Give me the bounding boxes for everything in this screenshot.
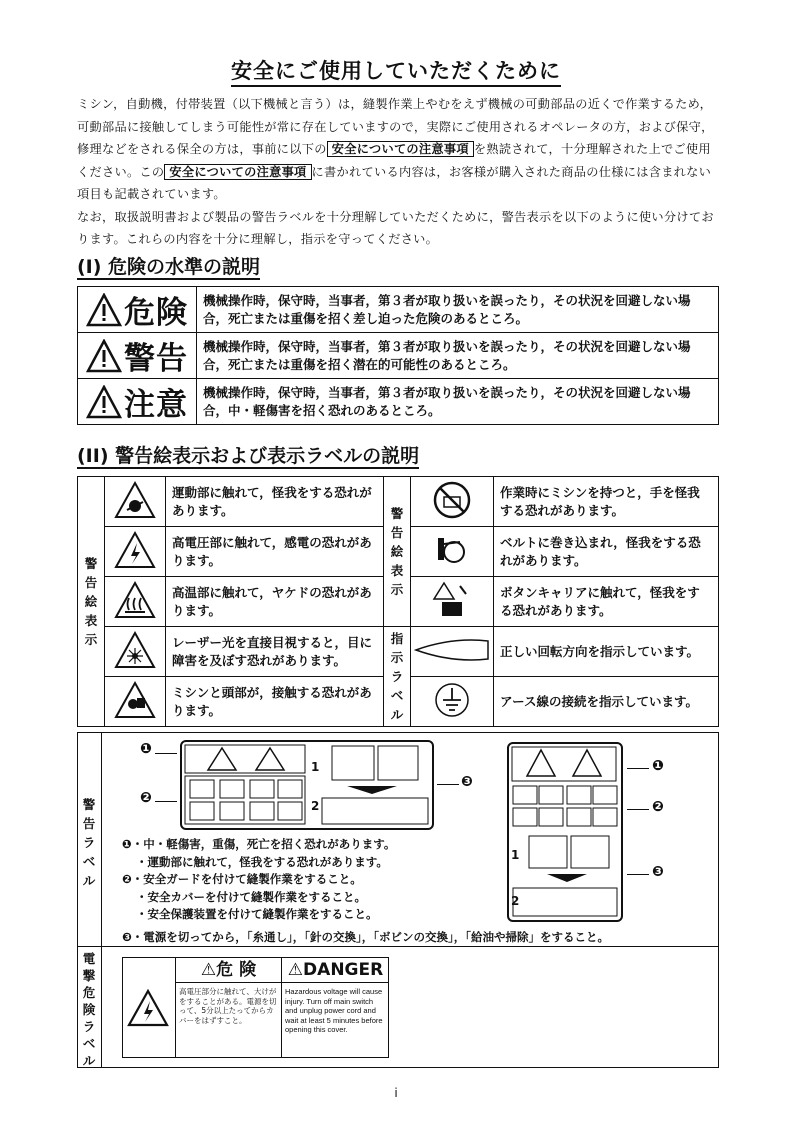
hot-surface-icon — [113, 580, 157, 620]
pictogram-desc: 高温部に触れて，ヤケドの恐れがあります。 — [166, 577, 384, 627]
warning-triangle-icon: ⚠ — [200, 960, 217, 980]
boxed-term: 安全についての注意事項 — [327, 141, 474, 157]
pictogram-desc: 高電圧部に触れて，感電の恐れがあります。 — [166, 527, 384, 577]
rotation-arrow-icon — [412, 635, 492, 665]
table-row — [78, 379, 719, 425]
callout-arrow — [627, 809, 649, 810]
warning-label-image-vertical — [507, 742, 623, 922]
belt-icon — [430, 530, 474, 570]
label-graphic-icon — [509, 744, 621, 920]
warning-label-image — [180, 740, 434, 830]
vertical-label: 警告絵表示 — [384, 477, 411, 627]
moving-parts-icon — [113, 480, 157, 520]
label-note-3: ❸・電源を切ってから，「糸通し」，「針の交換」，「ボビンの交換」，「給油や掃除」をすること。 — [122, 930, 609, 944]
level-word: 注意 — [124, 387, 188, 423]
callout-2: ❷ — [140, 790, 152, 806]
pictogram-table — [77, 476, 719, 727]
head-contact-icon — [113, 680, 157, 720]
pictogram-desc: レーザー光を直接目視すると，目に障害を及ぼす恐れがあります。 — [166, 627, 384, 677]
high-voltage-icon — [113, 530, 157, 570]
jp-danger-text: 高電圧部分に触れて、大けがをすることがある。電源を切って、5分以上たってからカバーをはずすこと。 — [179, 987, 277, 1025]
pictogram-desc: 正しい回転方向を指示しています。 — [494, 627, 719, 677]
section-heading: (II) 警告絵表示および表示ラベルの説明 — [77, 445, 420, 467]
table-row — [78, 477, 719, 527]
warning-triangle-icon — [86, 293, 122, 327]
callout-arrow — [155, 753, 177, 754]
table-row — [78, 333, 719, 379]
step-number: 2 — [511, 894, 520, 908]
shock-label-image — [122, 957, 389, 1058]
level-desc: 機械操作時，保守時，当事者，第３者が取り扱いを誤ったり，その状況を回避しない場合，中・軽傷害を招く恐れのあるところ。 — [197, 379, 719, 425]
warning-triangle-icon — [86, 385, 122, 419]
level-word: 警告 — [124, 341, 188, 377]
no-carry-icon — [430, 480, 474, 520]
high-voltage-icon — [126, 988, 170, 1028]
pictogram-desc: ミシンと頭部が，接触する恐れがあります。 — [166, 677, 384, 727]
callout-3: ❸ — [461, 774, 473, 790]
vertical-label: 警告絵表示 — [78, 477, 105, 727]
pictogram-desc: ボタンキャリアに触れて，怪我をする恐れがあります。 — [494, 577, 719, 627]
callout-arrow — [627, 768, 649, 769]
vertical-label: 電撃危険ラベル — [82, 951, 96, 1068]
table-row — [78, 287, 719, 333]
level-desc: 機械操作時，保守時，当事者，第３者が取り扱いを誤ったり，その状況を回避しない場合，死亡または重傷を招く潜在的可能性のあるところ。 — [197, 333, 719, 379]
vertical-label: 警告ラベル — [82, 797, 96, 888]
callout-arrow — [155, 801, 177, 802]
step-number: 1 — [511, 848, 520, 862]
laser-icon — [113, 630, 157, 670]
warning-triangle-icon: ⚠ — [287, 960, 304, 980]
level-word: 危険 — [124, 295, 188, 331]
section-heading: (I) 危険の水準の説明 — [77, 256, 261, 278]
step-number: 1 — [311, 760, 320, 774]
callout-1: ❶ — [652, 758, 664, 774]
page-number: i — [394, 1086, 398, 1100]
boxed-term: 安全についての注意事項 — [164, 164, 311, 180]
ground-icon — [430, 680, 474, 720]
en-danger-heading: DANGER — [303, 960, 384, 980]
warning-triangle-icon — [86, 339, 122, 373]
pictogram-desc: 運動部に触れて，怪我をする恐れがあります。 — [166, 477, 384, 527]
pictogram-desc: 作業時にミシンを持つと，手を怪我する恐れがあります。 — [494, 477, 719, 527]
pictogram-desc: アース線の接続を指示しています。 — [494, 677, 719, 727]
callout-arrow — [437, 784, 459, 785]
callout-2: ❷ — [652, 799, 664, 815]
label-graphic-icon — [182, 742, 432, 828]
level-desc: 機械操作時，保守時，当事者，第３者が取り扱いを誤ったり，その状況を回避しない場合，死亡または重傷を招く差し迫った危険のあるところ。 — [197, 287, 719, 333]
button-carrier-icon — [430, 580, 474, 620]
pictogram-desc: ベルトに巻き込まれ，怪我をする恐れがあります。 — [494, 527, 719, 577]
jp-danger-heading: 危 険 — [216, 960, 257, 980]
step-number: 2 — [311, 799, 320, 813]
callout-1: ❶ — [140, 741, 152, 757]
en-danger-text: Hazardous voltage will cause injury. Turn off main switch and unplug power cord and wait at least 5 minutes before opening this cover. — [285, 987, 383, 1034]
page-title: 安全にご使用していただくために — [0, 55, 792, 85]
vertical-label: 指示ラベル — [384, 627, 411, 727]
callout-arrow — [627, 874, 649, 875]
table-row — [78, 627, 719, 677]
intro-text: ミシン，自動機，付帯装置（以下機械と言う）は，縫製作業上やむをえず機械の可動部品の近くで作業するため，可動部品に接触してしまう可能性が常に存在していますので，実際にご使用されるオペレータの方，および保守，修理などをされる保全の方は，事前に以下の 安全についての注意事項 を熟読されて，十分理解された上でご使用ください。この 安全についての注意事項 に書かれている内容は，お客様が購入された商品の仕様には含まれない項目も記載されています。 なお，取扱説明書および製品の警告ラベルを十分理解していただくために，警告表示を以下のように使い分けております。これらの内容を十分に理解し，指示を守ってください。 — [77, 97, 714, 246]
hazard-level-table — [77, 286, 719, 425]
label-notes: ❶・中・軽傷害，重傷，死亡を招く恐れがあります。 ・運動部に触れて，怪我をする恐れがあります。 ❷・安全ガードを付けて縫製作業をすること。 ・安全カバーを付けて縫製作業をすること。 ・安全保護装置を付けて縫製作業をすること。 — [122, 837, 396, 921]
callout-3: ❸ — [652, 864, 664, 880]
